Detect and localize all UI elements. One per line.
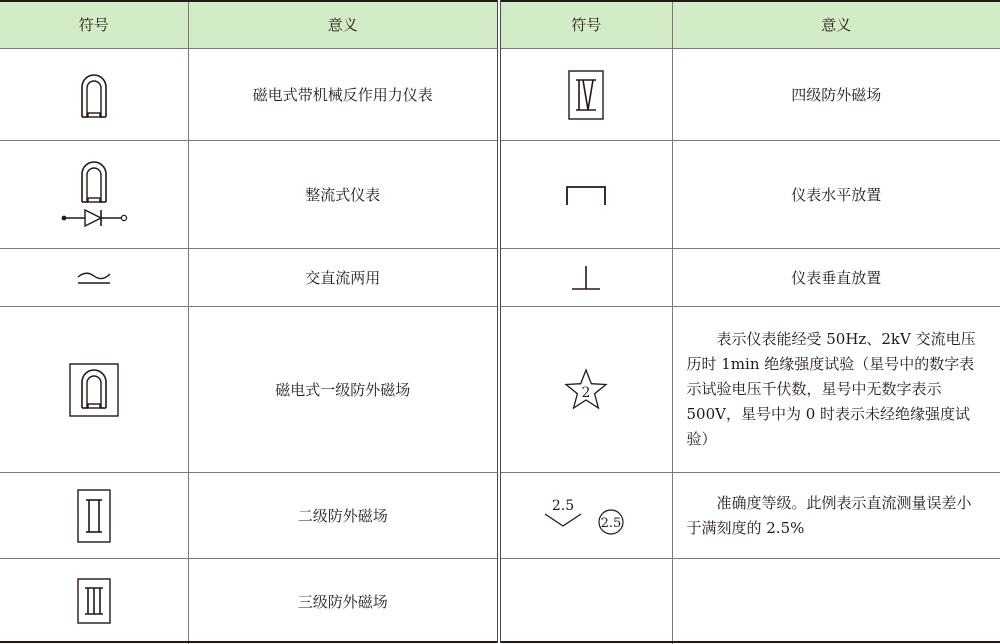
horizontal-position-icon: [564, 183, 608, 207]
magnetic-shield-level-3-icon: [76, 577, 112, 625]
accuracy-class-circle-label: 2.5: [600, 515, 622, 531]
table-row: [0, 559, 497, 644]
meaning-text: 准确度等级。此例表示直流测量误差小于满刻度的 2.5%: [686, 493, 972, 537]
empty-symbol-cell: [501, 559, 672, 644]
magnetic-shield-level-1-icon: [68, 362, 120, 418]
insulation-test-star-icon: [562, 367, 610, 413]
table-row: [501, 473, 1000, 559]
table-row: [0, 307, 497, 473]
symbol-table-right: [501, 0, 1000, 644]
header-meaning: 意义: [672, 0, 1000, 49]
magnetic-shield-level-2-icon: [76, 488, 112, 544]
table-row: [0, 49, 497, 141]
accuracy-class-icon: [543, 496, 629, 536]
meaning-cell: 四级防外磁场: [672, 49, 1000, 141]
meaning-cell: 三级防外磁场: [297, 592, 388, 611]
header-symbol: 符号: [0, 0, 188, 49]
ac-dc-icon: [74, 268, 114, 288]
table-row: [501, 307, 1000, 473]
header-symbol: 符号: [501, 0, 672, 49]
accuracy-class-label: 2.5: [552, 497, 575, 514]
table-row: [501, 49, 1000, 141]
table-row: [0, 249, 497, 307]
table-row: [501, 141, 1000, 249]
table-row: [501, 249, 1000, 307]
meaning-cell: [672, 307, 1000, 473]
meaning-cell: 磁电式带机械反作用力仪表: [188, 49, 497, 141]
meaning-cell: [672, 559, 1000, 644]
star-number: 2: [581, 384, 591, 401]
symbol-table-left: [0, 0, 497, 644]
table-row: [0, 473, 497, 559]
table-row: [0, 141, 497, 249]
table-column-divider: [497, 0, 501, 643]
meaning-cell: 二级防外磁场: [188, 473, 497, 559]
magnetic-shield-level-4-icon: [567, 69, 605, 121]
meaning-cell: 整流式仪表: [188, 141, 497, 249]
table-row: [501, 559, 1000, 644]
meaning-cell: 交直流两用: [188, 249, 497, 307]
rectifier-meter-icon: [59, 158, 129, 232]
meaning-text: 表示仪表能经受 50Hz、2kV 交流电压历时 1min 绝缘强度试验（星号中的数字表示试验电压千伏数，星号中无数字表示 500V，星号中为 0 时表示未经绝缘强度试验）: [686, 330, 976, 448]
vertical-position-icon: [569, 263, 603, 293]
meaning-cell: 仪表水平放置: [672, 141, 1000, 249]
meaning-cell: [672, 473, 1000, 559]
header-meaning: 意义: [188, 0, 497, 49]
meaning-cell: 磁电式一级防外磁场: [188, 307, 497, 473]
magneto-mechanical-reaction-icon: [74, 67, 114, 123]
meaning-cell: 仪表垂直放置: [672, 249, 1000, 307]
